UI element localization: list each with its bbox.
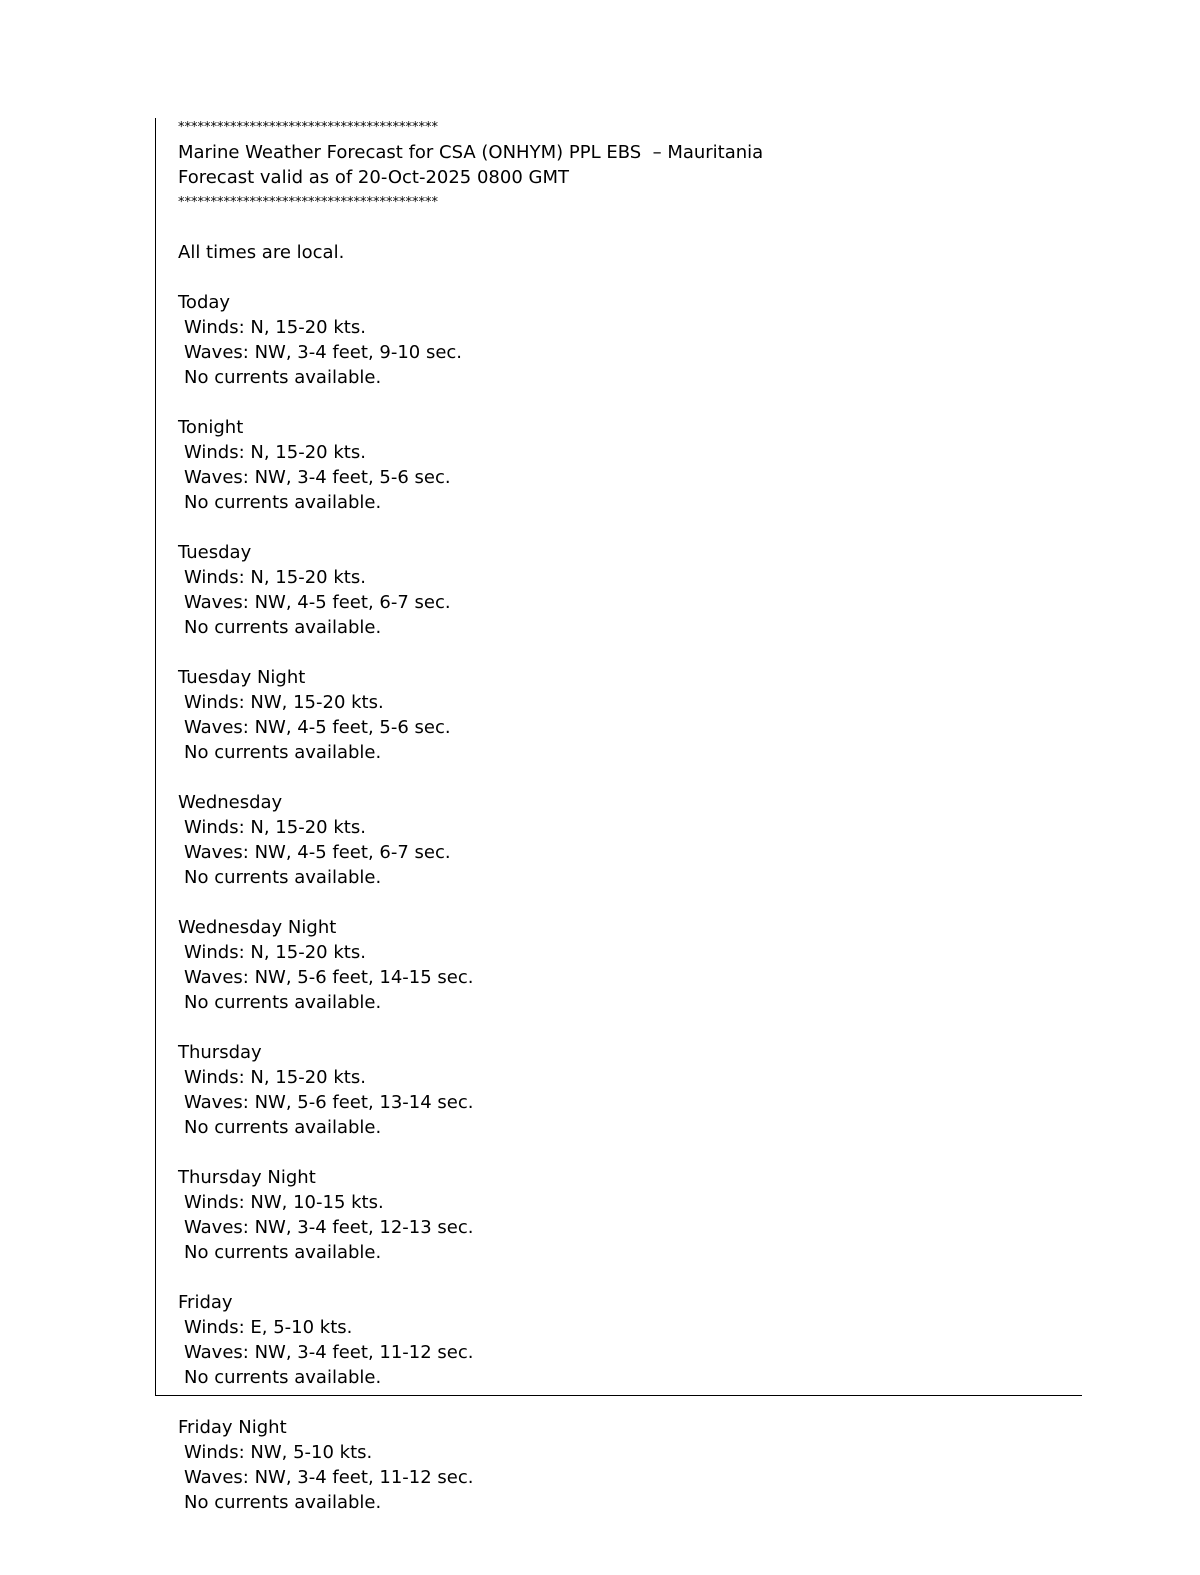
period-waves: Waves: NW, 3-4 feet, 9-10 sec.	[184, 342, 463, 363]
forecast-period-thursday	[178, 1040, 1078, 1140]
period-winds: Winds: N, 15-20 kts.	[184, 1067, 366, 1088]
period-currents: No currents available.	[184, 1242, 382, 1263]
period-name: Wednesday	[178, 792, 283, 813]
forecast-period-tonight	[178, 415, 1078, 515]
period-winds: Winds: N, 15-20 kts.	[184, 817, 366, 838]
period-waves: Waves: NW, 3-4 feet, 5-6 sec.	[184, 467, 451, 488]
forecast-period-tuesday	[178, 540, 1078, 640]
left-border-rule	[155, 118, 156, 1396]
header-stars-bottom: ****************************************	[178, 195, 438, 210]
period-currents: No currents available.	[184, 1117, 382, 1138]
period-waves: Waves: NW, 5-6 feet, 13-14 sec.	[184, 1092, 474, 1113]
period-waves: Waves: NW, 4-5 feet, 5-6 sec.	[184, 717, 451, 738]
period-winds: Winds: E, 5-10 kts.	[184, 1317, 353, 1338]
times-note: All times are local.	[178, 242, 345, 263]
period-waves: Waves: NW, 3-4 feet, 12-13 sec.	[184, 1217, 474, 1238]
period-waves: Waves: NW, 4-5 feet, 6-7 sec.	[184, 842, 451, 863]
period-name: Wednesday Night	[178, 917, 337, 938]
forecast-text	[178, 115, 1078, 1515]
period-winds: Winds: NW, 15-20 kts.	[184, 692, 384, 713]
period-waves: Waves: NW, 4-5 feet, 6-7 sec.	[184, 592, 451, 613]
forecast-period-friday-night	[178, 1415, 1078, 1515]
forecast-period-today	[178, 290, 1078, 390]
period-name: Friday Night	[178, 1417, 287, 1438]
period-waves: Waves: NW, 3-4 feet, 11-12 sec.	[184, 1342, 474, 1363]
forecast-period-wednesday	[178, 790, 1078, 890]
period-currents: No currents available.	[184, 617, 382, 638]
period-waves: Waves: NW, 3-4 feet, 11-12 sec.	[184, 1467, 474, 1488]
period-currents: No currents available.	[184, 1492, 382, 1513]
period-currents: No currents available.	[184, 992, 382, 1013]
period-name: Tuesday	[178, 542, 252, 563]
period-name: Friday	[178, 1292, 233, 1313]
period-winds: Winds: N, 15-20 kts.	[184, 942, 366, 963]
period-winds: Winds: N, 15-20 kts.	[184, 567, 366, 588]
header-stars-top: ****************************************	[178, 120, 438, 135]
period-winds: Winds: NW, 5-10 kts.	[184, 1442, 373, 1463]
period-name: Thursday	[178, 1042, 262, 1063]
period-currents: No currents available.	[184, 367, 382, 388]
forecast-period-friday	[178, 1290, 1078, 1390]
period-currents: No currents available.	[184, 867, 382, 888]
period-name: Thursday Night	[178, 1167, 316, 1188]
period-name: Today	[178, 292, 231, 313]
period-name: Tonight	[178, 417, 244, 438]
period-waves: Waves: NW, 5-6 feet, 14-15 sec.	[184, 967, 474, 988]
period-name: Tuesday Night	[178, 667, 306, 688]
period-currents: No currents available.	[184, 492, 382, 513]
forecast-valid-time: Forecast valid as of 20-Oct-2025 0800 GMT	[178, 167, 569, 188]
period-currents: No currents available.	[184, 1367, 382, 1388]
period-winds: Winds: N, 15-20 kts.	[184, 317, 366, 338]
period-currents: No currents available.	[184, 742, 382, 763]
period-winds: Winds: N, 15-20 kts.	[184, 442, 366, 463]
forecast-title: Marine Weather Forecast for CSA (ONHYM) PPL EBS – Mauritania	[178, 142, 764, 163]
forecast-period-thursday-night	[178, 1165, 1078, 1265]
forecast-period-wednesday-night	[178, 915, 1078, 1015]
period-winds: Winds: NW, 10-15 kts.	[184, 1192, 384, 1213]
forecast-period-tuesday-night	[178, 665, 1078, 765]
